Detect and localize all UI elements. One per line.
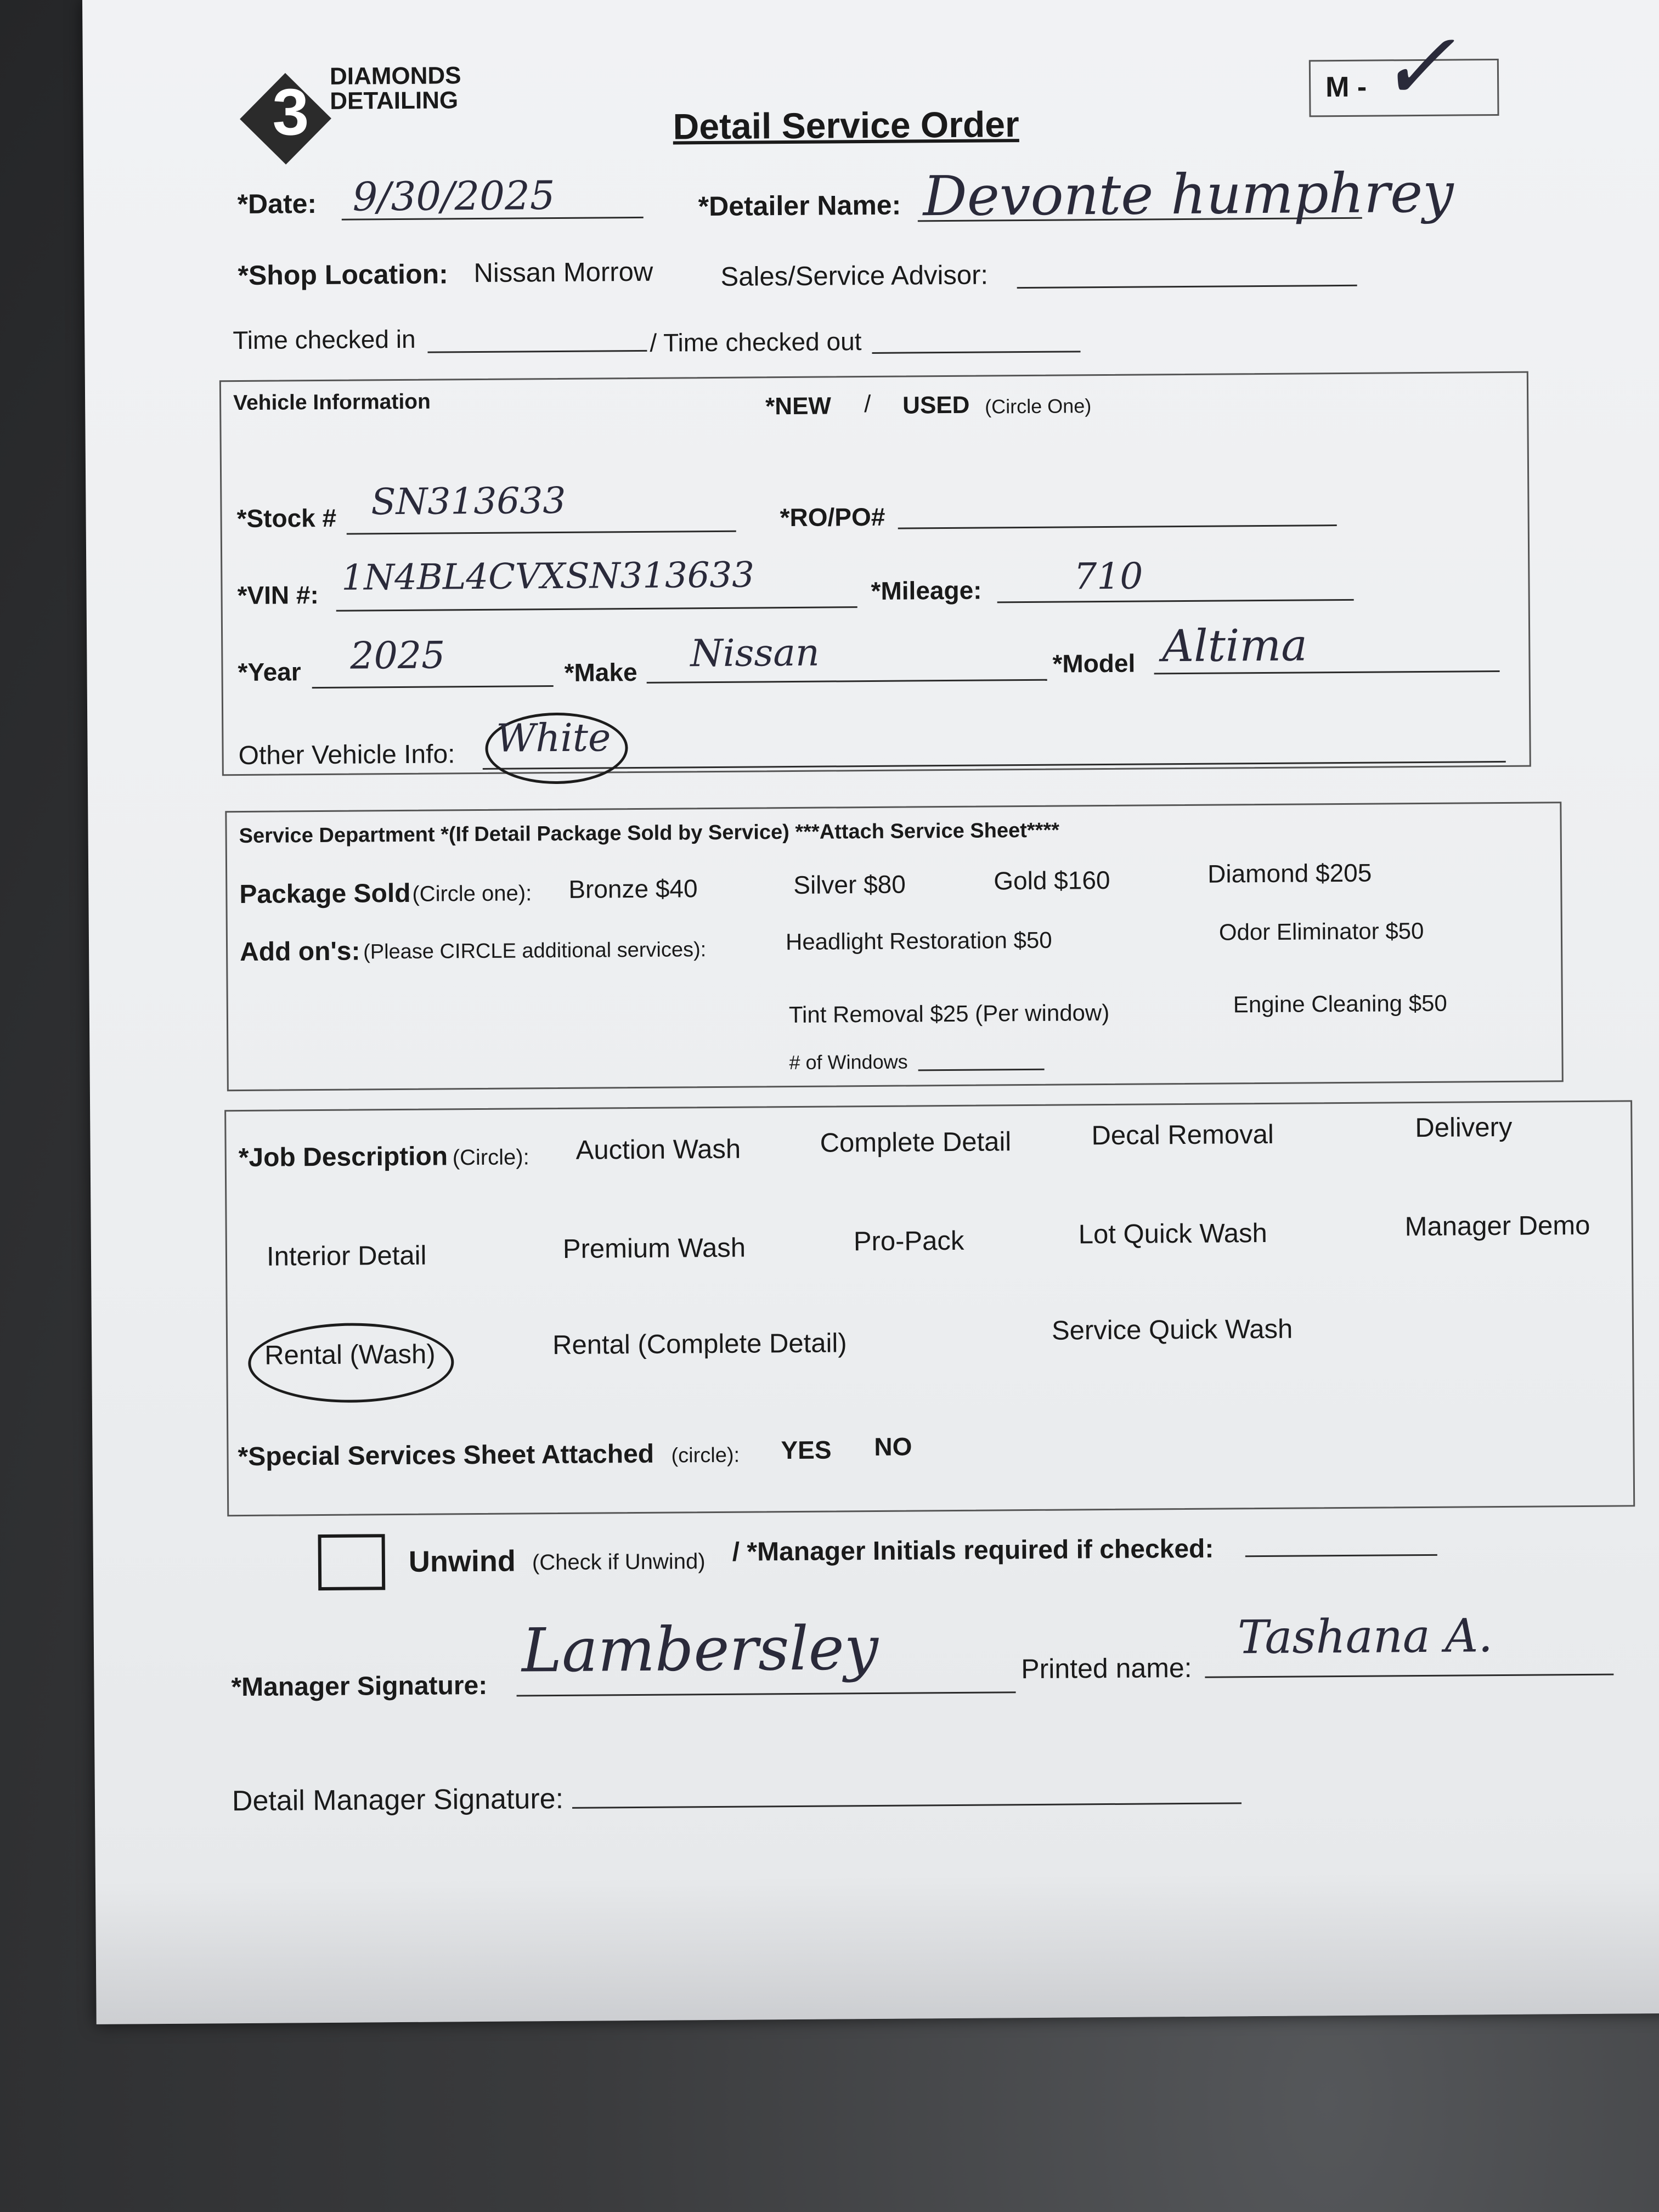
- job-interior-detail[interactable]: Interior Detail: [266, 1240, 427, 1272]
- other-info-label: Other Vehicle Info:: [238, 740, 455, 771]
- checked-out-line[interactable]: [872, 351, 1081, 354]
- job-delivery[interactable]: Delivery: [1415, 1112, 1513, 1143]
- job-service-quick-wash[interactable]: Service Quick Wash: [1051, 1314, 1293, 1346]
- manager-signature-value[interactable]: Lambersley: [521, 1612, 879, 1686]
- year-value[interactable]: 2025: [350, 634, 445, 678]
- m-label: M -: [1325, 71, 1367, 104]
- advisor-line[interactable]: [1017, 285, 1357, 289]
- form-title: Detail Service Order: [673, 104, 1019, 147]
- circle-one-hint: (Circle One): [985, 394, 1092, 418]
- manager-signature-line: [517, 1691, 1016, 1696]
- addon-odor[interactable]: Odor Eliminator $50: [1218, 917, 1424, 945]
- model-value[interactable]: Altima: [1161, 619, 1308, 672]
- vehicle-section-label: Vehicle Information: [233, 390, 431, 415]
- job-auction-wash[interactable]: Auction Wash: [575, 1134, 741, 1165]
- addons-hint: (Please CIRCLE additional services):: [363, 938, 707, 964]
- checkmark-icon: ✓: [1377, 12, 1457, 122]
- addon-tint[interactable]: Tint Removal $25 (Per window): [788, 999, 1110, 1028]
- addon-headlight[interactable]: Headlight Restoration $50: [785, 927, 1052, 955]
- year-label: *Year: [238, 657, 301, 687]
- manager-signature-label: *Manager Signature:: [231, 1671, 488, 1702]
- vin-label: *VIN #:: [237, 580, 319, 610]
- service-order-form: [82, 0, 1659, 2024]
- addon-engine[interactable]: Engine Cleaning $50: [1233, 990, 1447, 1018]
- checked-out-label: / Time checked out: [650, 327, 862, 357]
- new-option[interactable]: *NEW: [765, 392, 832, 420]
- mileage-value[interactable]: 710: [1074, 555, 1143, 598]
- printed-name-label: Printed name:: [1021, 1652, 1192, 1685]
- detailer-label: *Detailer Name:: [698, 189, 901, 222]
- job-manager-demo[interactable]: Manager Demo: [1404, 1210, 1590, 1242]
- new-used-slash: /: [864, 390, 871, 418]
- checked-in-label: Time checked in: [233, 324, 416, 355]
- stock-label: *Stock #: [236, 503, 337, 533]
- mileage-label: *Mileage:: [871, 575, 982, 605]
- job-premium-wash[interactable]: Premium Wash: [562, 1233, 746, 1264]
- job-rental-wash[interactable]: Rental (Wash): [264, 1339, 436, 1370]
- logo-line1: DIAMONDS: [329, 62, 461, 90]
- other-info-value[interactable]: White: [496, 715, 611, 761]
- package-hint: (Circle one):: [412, 881, 532, 906]
- special-no[interactable]: NO: [874, 1432, 912, 1461]
- package-label: Package Sold: [239, 878, 411, 910]
- job-rental-complete[interactable]: Rental (Complete Detail): [552, 1328, 847, 1361]
- package-silver[interactable]: Silver $80: [793, 870, 906, 899]
- unwind-initials-label: / *Manager Initials required if checked:: [732, 1534, 1214, 1567]
- job-lot-quick-wash[interactable]: Lot Quick Wash: [1078, 1218, 1267, 1250]
- advisor-label: Sales/Service Advisor:: [720, 260, 989, 292]
- printed-name-value[interactable]: Tashana A.: [1237, 1609, 1493, 1664]
- service-dept-header: Service Department *(If Detail Package Sold by Service) ***Attach Service Sheet****: [239, 819, 1060, 848]
- special-yes[interactable]: YES: [781, 1435, 832, 1465]
- model-label: *Model: [1052, 648, 1136, 678]
- make-value[interactable]: Nissan: [690, 631, 820, 676]
- windows-label: # of Windows: [789, 1050, 908, 1074]
- make-label: *Make: [564, 657, 637, 687]
- special-services-hint: (circle):: [671, 1443, 740, 1468]
- job-decal-removal[interactable]: Decal Removal: [1091, 1119, 1274, 1151]
- detailer-value[interactable]: Devonte humphrey: [923, 160, 1454, 229]
- unwind-checkbox[interactable]: [318, 1534, 386, 1590]
- job-label: *Job Description: [238, 1142, 448, 1173]
- job-complete-detail[interactable]: Complete Detail: [820, 1127, 1012, 1158]
- stock-value[interactable]: SN313633: [371, 479, 566, 523]
- printed-name-line: [1205, 1674, 1613, 1678]
- package-bronze[interactable]: Bronze $40: [568, 874, 698, 904]
- addons-label: Add on's:: [239, 936, 360, 967]
- ro-label: *RO/PO#: [780, 502, 885, 532]
- used-option[interactable]: USED: [902, 391, 970, 419]
- logo-line2: DETAILING: [330, 87, 459, 115]
- detail-manager-signature-label: Detail Manager Signature:: [232, 1782, 564, 1818]
- job-pro-pack[interactable]: Pro-Pack: [853, 1226, 964, 1257]
- date-label: *Date:: [237, 188, 317, 220]
- shop-value: Nissan Morrow: [473, 257, 653, 289]
- shop-label: *Shop Location:: [238, 258, 449, 291]
- checked-in-line[interactable]: [427, 350, 647, 353]
- unwind-initials-line[interactable]: [1245, 1554, 1437, 1557]
- package-diamond[interactable]: Diamond $205: [1207, 858, 1372, 888]
- date-value[interactable]: 9/30/2025: [352, 172, 555, 220]
- job-hint: (Circle):: [452, 1145, 529, 1170]
- special-services-label: *Special Services Sheet Attached: [238, 1439, 654, 1472]
- unwind-hint: (Check if Unwind): [532, 1549, 706, 1575]
- vin-value[interactable]: 1N4BL4CVXSN313633: [341, 555, 755, 599]
- logo-numeral: 3: [272, 75, 309, 149]
- unwind-label: Unwind: [408, 1544, 516, 1578]
- package-gold[interactable]: Gold $160: [994, 865, 1110, 895]
- detail-manager-signature-line[interactable]: [572, 1802, 1242, 1809]
